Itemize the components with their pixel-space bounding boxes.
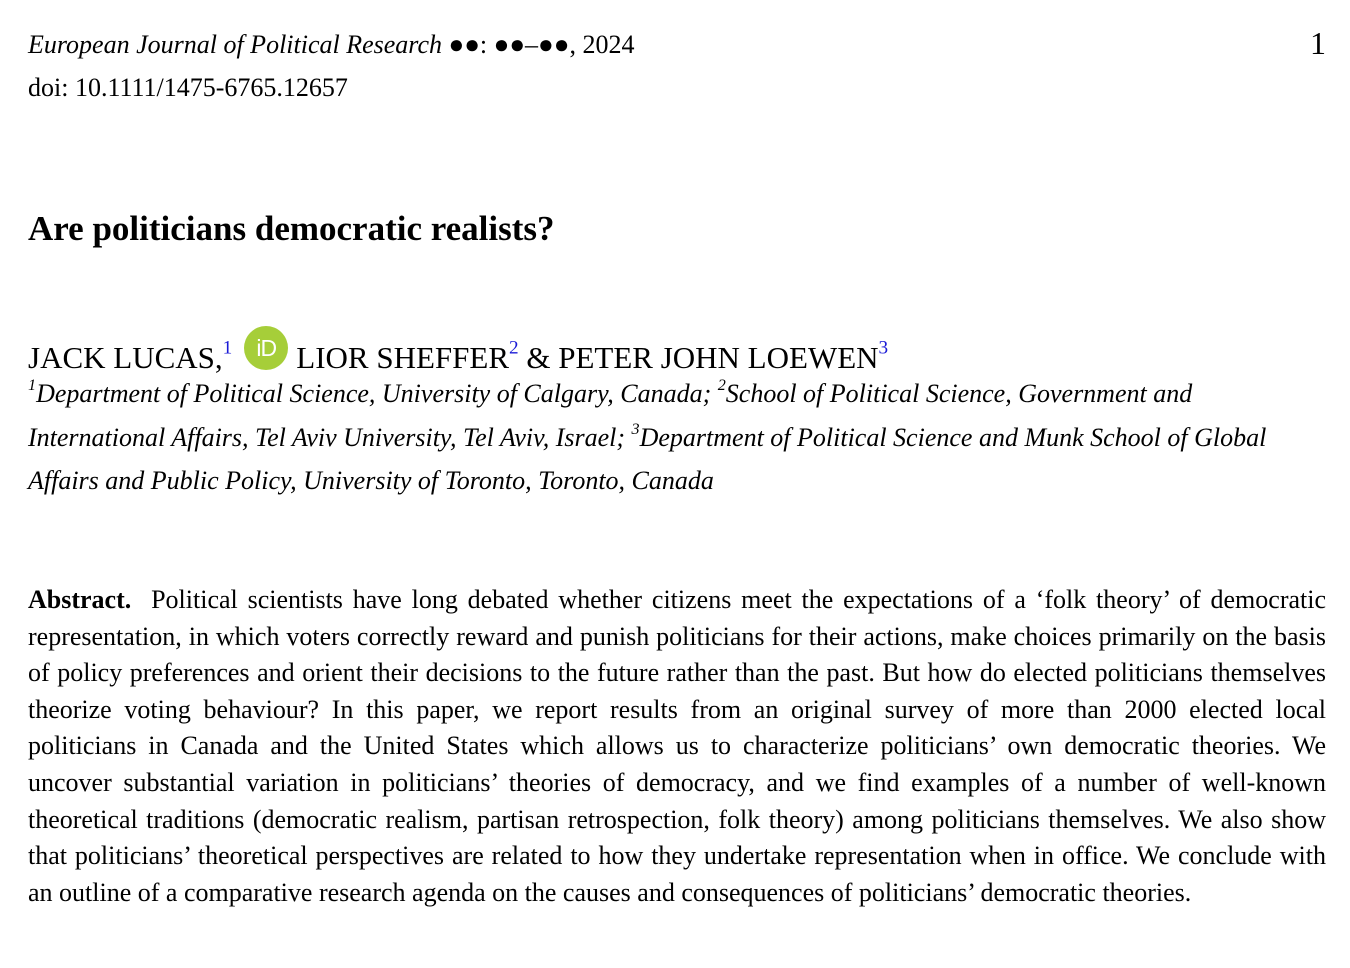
author-name: PETER JOHN LOEWEN [558,340,879,375]
doi: doi: 10.1111/1475-6765.12657 [28,73,348,102]
affiliation-text: Department of Political Science and Munk School of Global Affairs and Public Policy, University of Toronto, Toronto, Canada [28,422,1267,495]
abstract-text: Political scientists have long debated whether citizens meet the expectations of a ‘folk theory’ of democratic representation, in which voters correctly reward and punish politicians for their actions, make choices primarily on the basis of policy preferences and orient their decisions to the future rather than the past. But how do elected politicians themselves theorize voting behaviour? In this paper, we report results from an original survey of more than 2000 elected local politicians in Canada and the United States which allows us to characterize politicians’ own democratic theories. We uncover substantial variation in politicians’ theories of democracy, and we find examples of a number of well-known theoretical traditions (democratic realism, partisan retrospection, folk theory) among politicians themselves. We also show that politicians’ theoretical perspectives are related to how they undertake representation when in office. We conclude with an outline of a comparative research agenda on the causes and consequences of politicians’ democratic theories. [28,585,1327,907]
affiliation-text: Department of Political Science, University of Calgary, Canada; [36,379,712,408]
journal-name: European Journal of Political Research [28,30,442,59]
author-list [28,326,888,378]
affiliation-marker: 2 [717,376,726,394]
abstract-label: Abstract. [28,585,132,614]
paper-page [28,0,1326,968]
volume-issue: ●●: ●●–●●, 2024 [448,30,635,59]
author-affiliation-link[interactable]: 3 [878,337,889,359]
author-affiliation-link[interactable]: 1 [222,337,233,359]
affiliation-text: School of Political Science, Government and International Affairs, Tel Aviv University, Tel Aviv, Israel; [28,379,1193,452]
affiliations [28,372,1326,503]
affiliation-marker: 1 [28,376,37,394]
author-separator: & [526,340,551,375]
page-number: 1 [1310,25,1326,61]
author-name: LIOR SHEFFER [296,340,509,375]
article-title: Are politicians democratic realists? [28,209,555,248]
author-affiliation-link[interactable]: 2 [509,337,519,359]
running-head [28,28,634,62]
abstract [28,582,1326,911]
author-name: JACK LUCAS, [28,340,223,375]
affiliation-marker: 3 [631,420,640,438]
orcid-icon[interactable]: iD [244,326,288,370]
